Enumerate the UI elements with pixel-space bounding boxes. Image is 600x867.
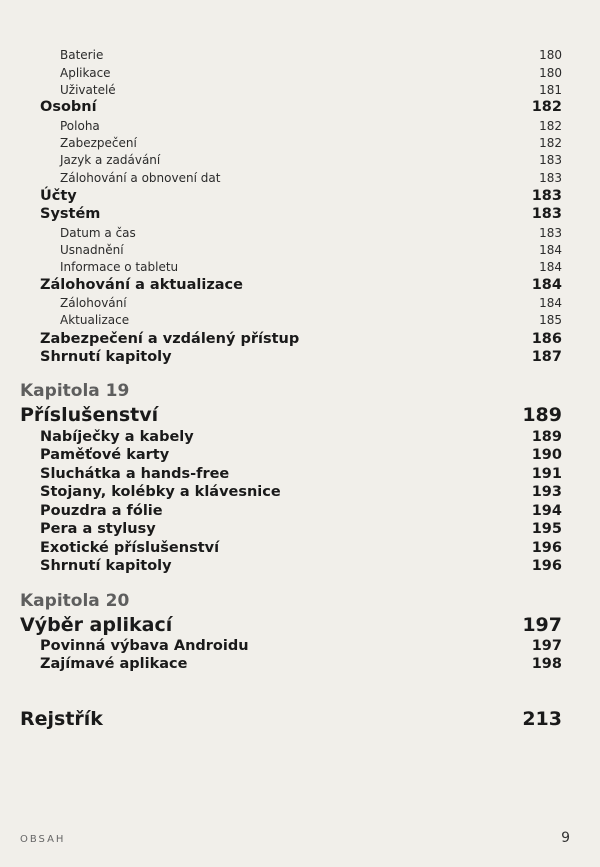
toc-entry-title: Zálohování a aktualizace xyxy=(40,277,243,293)
toc-entry-title: Aplikace xyxy=(60,66,111,80)
toc-entry-page: 197 xyxy=(531,638,562,654)
toc-entry[interactable] xyxy=(0,614,600,638)
toc-entry-title: Zálohování a obnovení dat xyxy=(60,171,221,185)
toc-entry[interactable] xyxy=(0,349,600,369)
toc-entry-page: 184 xyxy=(539,260,562,274)
toc-entry-page: 189 xyxy=(522,404,562,426)
toc-entry[interactable] xyxy=(0,521,600,541)
toc-entry-title: Stojany, kolébky a klávesnice xyxy=(40,484,281,500)
toc-entry-title: Účty xyxy=(40,188,77,204)
toc-entry[interactable] xyxy=(0,188,600,208)
toc-entry-title: Systém xyxy=(40,206,101,222)
toc-entry-page: 196 xyxy=(531,558,562,574)
toc-entry-title: Rejstřík xyxy=(20,708,103,730)
toc-entry-page: 183 xyxy=(531,206,562,222)
toc-entry-title: Povinná výbava Androidu xyxy=(40,638,249,654)
toc-entry-page: 189 xyxy=(531,429,562,445)
toc-entry-title: Poloha xyxy=(60,119,100,133)
toc-entry-title: Informace o tabletu xyxy=(60,260,179,274)
toc-entry-title: Paměťové karty xyxy=(40,447,170,463)
toc-entry-title: Exotické příslušenství xyxy=(40,540,220,556)
toc-entry[interactable] xyxy=(0,503,600,523)
toc-entry-title: Příslušenství xyxy=(20,404,159,426)
toc-entry-page: 181 xyxy=(539,83,562,97)
toc-entry-page: 198 xyxy=(531,656,562,672)
toc-entry-page: 182 xyxy=(539,136,562,150)
toc-entry-title: Datum a čas xyxy=(60,226,136,240)
toc-entry[interactable] xyxy=(0,429,600,449)
toc-entry-page: 193 xyxy=(531,484,562,500)
toc-entry-title: Zálohování xyxy=(60,296,127,310)
toc-entry[interactable] xyxy=(0,656,600,676)
toc-entry-page: 184 xyxy=(539,296,562,310)
toc-entry[interactable] xyxy=(0,277,600,297)
toc-entry-title: Pera a stylusy xyxy=(40,521,156,537)
toc-entry[interactable] xyxy=(0,447,600,467)
toc-entry-page: 183 xyxy=(539,153,562,167)
footer-section-label: OBSAH xyxy=(20,834,66,845)
toc-entry-title: Shrnutí kapitoly xyxy=(40,558,172,574)
toc-entry-title: Osobní xyxy=(40,99,97,115)
toc-entry[interactable] xyxy=(0,153,600,173)
toc-entry[interactable] xyxy=(0,313,600,333)
toc-entry-page: 184 xyxy=(531,277,562,293)
toc-entry-title: Zabezpečení a vzdálený přístup xyxy=(40,331,300,347)
toc-entry-title: Aktualizace xyxy=(60,313,130,327)
toc-entry-page: 195 xyxy=(531,521,562,537)
toc-entry-page: 196 xyxy=(531,540,562,556)
chapter-heading: Kapitola 20 xyxy=(20,591,130,611)
toc-entry[interactable] xyxy=(0,638,600,658)
toc-entry-page: 183 xyxy=(531,188,562,204)
toc-entry-page: 191 xyxy=(531,466,562,482)
toc-entry-title: Baterie xyxy=(60,48,104,62)
footer-page-number: 9 xyxy=(561,830,570,846)
toc-entry-page: 182 xyxy=(539,119,562,133)
toc-entry[interactable] xyxy=(0,99,600,119)
toc-entry-title: Zabezpečení xyxy=(60,136,137,150)
toc-entry-page: 180 xyxy=(539,48,562,62)
toc-entry-page: 194 xyxy=(531,503,562,519)
toc-entry[interactable] xyxy=(0,404,600,428)
toc-entry-title: Sluchátka a hands-free xyxy=(40,466,230,482)
toc-entry-page: 185 xyxy=(539,313,562,327)
toc-entry-page: 186 xyxy=(531,331,562,347)
toc-entry-title: Zajímavé aplikace xyxy=(40,656,188,672)
chapter-heading: Kapitola 19 xyxy=(20,381,130,401)
toc-entry-title: Shrnutí kapitoly xyxy=(40,349,172,365)
toc-entry[interactable] xyxy=(0,540,600,560)
toc-entry[interactable] xyxy=(0,331,600,351)
toc-entry[interactable] xyxy=(0,206,600,226)
toc-entry-title: Uživatelé xyxy=(60,83,116,97)
toc-entry[interactable] xyxy=(0,558,600,578)
toc-entry-page: 183 xyxy=(539,171,562,185)
toc-entry-title: Pouzdra a fólie xyxy=(40,503,163,519)
toc-entry-page: 187 xyxy=(531,349,562,365)
toc-entry[interactable] xyxy=(0,484,600,504)
toc-entry[interactable] xyxy=(0,708,600,732)
toc-entry-page: 213 xyxy=(522,708,562,730)
toc-entry-page: 184 xyxy=(539,243,562,257)
toc-entry-title: Usnadnění xyxy=(60,243,124,257)
toc-entry-page: 197 xyxy=(522,614,562,636)
toc-entry-page: 183 xyxy=(539,226,562,240)
toc-entry[interactable] xyxy=(0,466,600,486)
toc-entry-title: Jazyk a zadávání xyxy=(60,153,161,167)
toc-entry-title: Výběr aplikací xyxy=(20,614,173,636)
toc-entry-page: 190 xyxy=(531,447,562,463)
toc-entry-title: Nabíječky a kabely xyxy=(40,429,194,445)
toc-entry-page: 182 xyxy=(531,99,562,115)
toc-entry-page: 180 xyxy=(539,66,562,80)
toc-entry[interactable] xyxy=(0,48,600,68)
